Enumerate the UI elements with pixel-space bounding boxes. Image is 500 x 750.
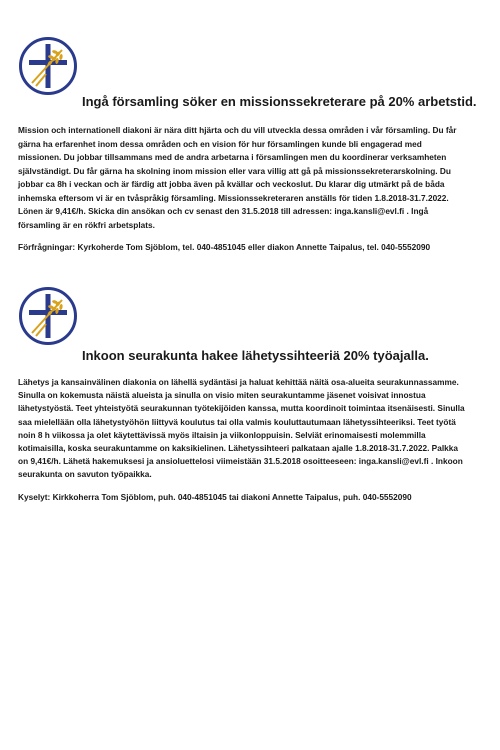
- ad-contact-line: Kyselyt: Kirkkoherra Tom Sjöblom, puh. 040-4851045 tai diakoni Annette Taipalus, puh. 040-5552090: [18, 492, 412, 502]
- ad-body-text: Mission och internationell diakoni är nära ditt hjärta och du vill utveckla dessa områden i vår församling. Du får gärna ha erfarenhet inom dessa områden och en vision för hur församlingen kunde bli engagerad med missionen. Du jobbar tillsammans med de andra arbetarna i församlingen men du koordinerar verksamheten självständigt. Du får gärna ha skolning inom mission eller vara villig att gå på missionssekreterarskolning. Du jobbar ca 8h i veckan och är färdig att jobba även på kvällar och veckoslut. Du klarar dig utmärkt på de båda inhemska eftersom vi är en tvåspråkig församling. Missionssekreteraren anställs för tiden 1.8.2018-31.7.2022. Lönen är 9,41€/h. Skicka din ansökan och cv senast den 31.5.2018 till adressen: inga.kansli@evl.fi . Ingå församling är en rökfri arbetsplats.: [18, 125, 457, 230]
- wheat-cross-emblem-icon: [18, 36, 78, 96]
- ad-headline: Ingå församling söker en missionssekreterare på 20% arbetstid.: [82, 94, 477, 109]
- ad-headline: Inkoon seurakunta hakee lähetyssihteeriä 20% työajalla.: [82, 348, 429, 363]
- wheat-cross-emblem-icon: [18, 286, 78, 346]
- ad-contact-line: Förfrågningar: Kyrkoherde Tom Sjöblom, tel. 040-4851045 eller diakon Annette Taipalus, tel. 040-5552090: [18, 242, 431, 252]
- ad-body-text: Lähetys ja kansainvälinen diakonia on lähellä sydäntäsi ja haluat kehittää näitä osa-alueita seurakunnassamme. Sinulla on kokemusta näistä alueista ja sinulla on visio miten seurakuntamme jäsenet voisivat innostua lähetystyöstä. Teet yhteistyötä seurakunnan työtekijöiden kanssa, mutta koordinoit toimintaa itsenäisesti. Sinulla saa mielellään olla lähetystyöhön liittyvä koulutus tai olla valmis kouluttautumaan lähetyssihteeriksi. Teet työtä noin 8 h viikossa ja olet käytettävissä myös iltaisin ja viikonloppuisin. Selviät erinomaisesti molemmilla kotimaisilla, koska seurakuntamme on kaksikielinen. Lähetyssihteeri palkataan ajalle 1.8.2018-31.7.2022. Palkka on 9,41€/h. Lähetä hakemuksesi ja ansioluettelosi viimeistään 31.5.2018 osoitteeseen: inga.kansli@evl.fi . Inkoon seurakunta on savuton työpaikka.: [18, 377, 465, 480]
